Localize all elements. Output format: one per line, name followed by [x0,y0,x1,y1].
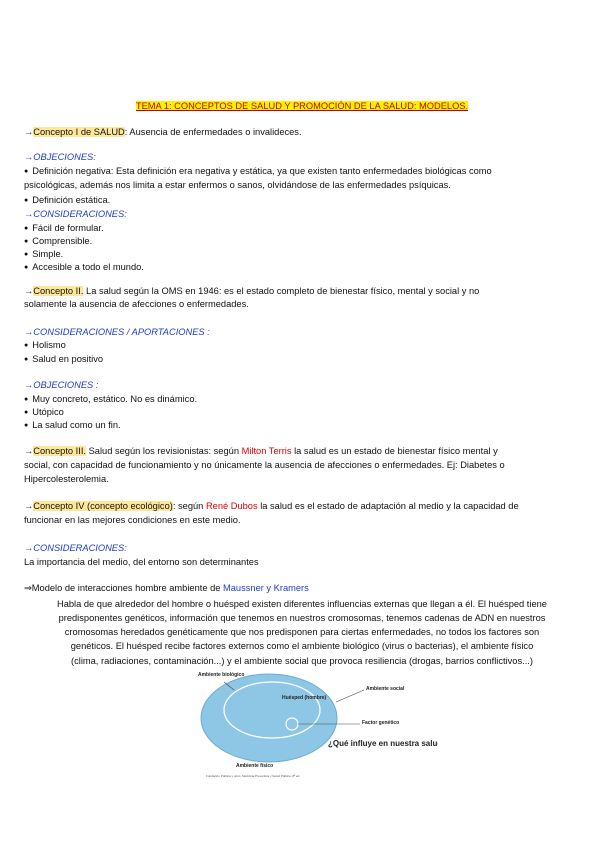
concept-4-cont: funcionar en las mejores condiciones en este medio. [24,515,241,525]
model-paragraph-line: cromosomas heredados genéticamente que nos predisponen para ciertas enfermedades, no todos los factores son [64,627,540,637]
concept-1-label: Concepto I de SALUD [33,127,125,137]
list-item: ● Holismo [24,339,66,352]
concept-2-label: Concepto II. [33,286,84,296]
model-paragraph-line: (clima, radiaciones, contaminación...) y el ambiente social que provoca resiliencia (drogas, barrios conflictivos...) [71,656,533,666]
figure-caption: Fundación Pública y otros. Medicina Preventiva y Salud Pública, 8ª ed. [206,774,301,778]
concept-2: →Concepto II. La salud según la OMS en 1946: es el estado completo de bienestar físico, mental y social y no [24,286,480,296]
objections-2-heading: →OBJECIONES : [24,380,99,390]
concept-1: →Concepto I de SALUD: Ausencia de enfermedades o invalideces. [24,127,302,137]
concept-3-cont: Hipercolesterolemia. [24,474,109,484]
genetic-label: Factor genético [362,720,400,726]
objection-item: ● Definición negativa: Esta definición era negativa y estática, ya que existen tanto enfermedades biológicas como [24,165,492,178]
model-paragraph-line: Habla de que alrededor del hombre o huésped existen diferentes influencias externas que llegan a él. El huésped tiene [57,599,547,609]
model-paragraph-line: predisponentes genéticos, información que tenemos en nuestros cromosomas, tenemos cadenas de ADN en nuestros [58,613,546,623]
concept-2-cont: solamente la ausencia de afecciones o enfermedades. [24,299,249,309]
concept-3: →Concepto III. Salud según los revisionistas: según Milton Terris la salud es un estado de bienestar físico mental y [24,446,498,456]
list-item: ● Accesible a todo el mundo. [24,261,144,274]
host-label: Huésped (hombre) [282,695,327,701]
social-pointer [336,690,364,702]
concept-4-label: Concepto IV (concepto ecológico) [33,501,173,511]
list-item: ● La salud como un fin. [24,419,121,432]
considerations-2-heading: →CONSIDERACIONES / APORTACIONES : [24,327,210,337]
question-label: ¿Qué influye en nuestra salud? [328,739,438,748]
list-item: ● Simple. [24,248,63,261]
list-item: ● Comprensible. [24,235,92,248]
considerations-3-heading: →CONSIDERACIONES: [24,543,127,553]
considerations-3-text: La importancia del medio, del entorno son determinantes [24,557,259,567]
concept-3-label: Concepto III. [33,446,87,456]
model-diagram [174,666,438,780]
social-label: Ambiente social [366,686,405,692]
objection-item: ● Definición estática. [24,194,110,207]
list-item: ● Salud en positivo [24,353,103,366]
objection-item-cont: psicológicas, además nos limita a estar enfermos o sanos, olvidándose de las enfermedades psíquicas. [24,180,451,190]
model-paragraph-line: genéticos. El huésped recibe factores externos como el ambiente biológico (virus o bacterias), el ambiente físico [70,641,534,651]
model-authors: Maussner y Kramers [223,583,309,593]
author-rene-dubos: René Dubos [205,501,258,511]
considerations-1-heading: →CONSIDERACIONES: [24,209,127,219]
model-diagram-svg [174,666,438,780]
bio-label: Ambiente biológico [198,672,245,678]
list-item: ● Fácil de formular. [24,222,104,235]
concept-3-cont: social, con capacidad de funcionamiento y no únicamente la ausencia de afecciones o enfermedades. Ej: Diabetes o [24,460,505,470]
outer-ellipse [201,674,337,762]
physical-label: Ambiente físico [236,763,274,769]
concept-4: →Concepto IV (concepto ecológico): según René Dubos la salud es el estado de adaptación al medio y la capacidad de [24,501,519,511]
list-item: ● Muy concreto, estático. No es dinámico. [24,393,197,406]
objections-1-heading: →OBJECIONES: [24,152,96,162]
author-milton-terris: Milton Terris [241,446,292,456]
model-heading: ⇒Modelo de interacciones hombre ambiente de Maussner y Kramers [24,583,309,593]
list-item: ● Utópico [24,406,64,419]
document-title: TEMA 1: CONCEPTOS DE SALUD Y PROMOCIÓN DE LA SALUD: MODELOS. [135,101,469,111]
